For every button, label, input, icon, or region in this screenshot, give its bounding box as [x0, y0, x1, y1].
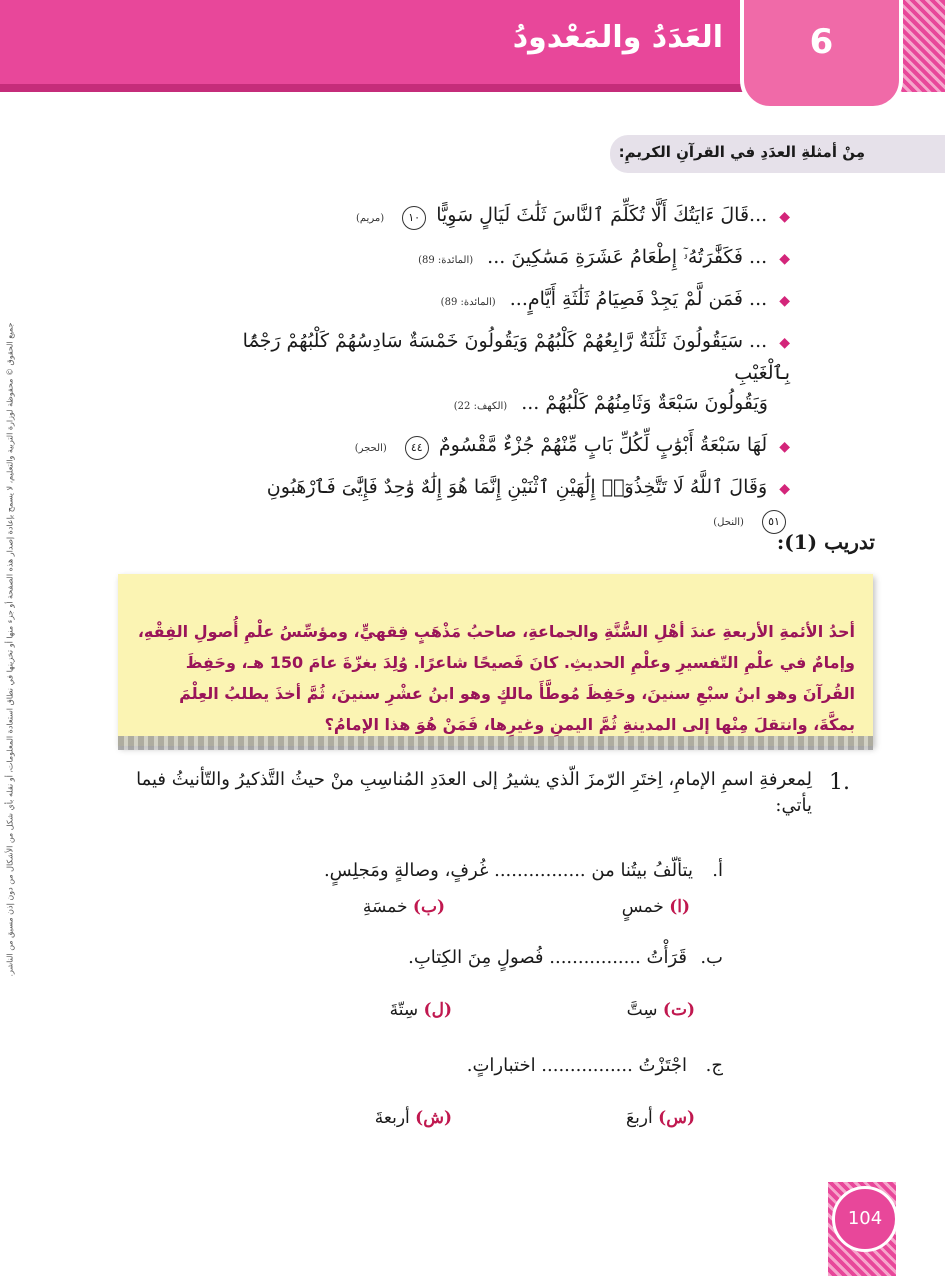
- unit-badge: [740, 0, 903, 110]
- option[interactable]: [390, 1000, 452, 1020]
- question-text: لِمعرفةِ اسمِ الإمامِ، اِختَرِ الرّمزَ الّذي يشيرُ إلى العدَدِ المُناسِبِ منْ حيثُ التَّذكيرُ والتّأنيثُ فيما يأتي:: [136, 769, 812, 816]
- option-text: سِتّةَ: [389, 1000, 419, 1020]
- diamond-bullet-icon: ◆: [779, 335, 790, 351]
- verse-text: ...قَالَ ءَايَتُكَ أَلَّا تُكَلِّمَ ٱلنَّاسَ ثَلَٰثَ لَيَالٍ سَوِيًّا: [436, 204, 768, 226]
- verse-text: لَهَا سَبْعَةُ أَبْوَٰبٍ لِّكُلِّ بَابٍ مِّنْهُمْ جُزْءٌ مَّقْسُومٌ: [438, 434, 768, 456]
- ayah-number: ٤٤: [405, 436, 429, 460]
- option-text: خمسٍ: [621, 897, 664, 917]
- diamond-bullet-icon: ◆: [779, 251, 790, 267]
- option-letter: (ل): [423, 1000, 452, 1020]
- copyright-side-text: جميع الحقوق © محفوظة لوزارة التربية والتعليم، لا يسمح بإعادة إصدار هذه الصفحة أو جزء منها أو تخزينها في نطاق استعادة المعلومات، أو نقله بأي شكل من الأشكال من دون إذن مسبق من الناشر.: [5, 322, 15, 977]
- option-text: سِتَّ: [626, 1000, 658, 1020]
- verse-reference: (الكهف: 22): [453, 401, 508, 412]
- option-letter: (س): [658, 1108, 695, 1128]
- verse: [230, 284, 790, 318]
- sub-question-label: ج.: [705, 1055, 723, 1076]
- verse-text-line2: وَيَقُولُونَ سَبْعَةٌ وَثَامِنُهُمْ كَلْبُهُمْ ...: [521, 392, 768, 414]
- section-title: مِنْ أمثلةِ العدَدِ في القرآنِ الكريمِ:: [618, 143, 865, 161]
- option[interactable]: [626, 1108, 695, 1128]
- option-letter: (ت): [662, 1000, 695, 1020]
- verse-reference: (النحل): [713, 517, 744, 528]
- page-title: العَدَدُ والمَعْدودُ: [512, 20, 723, 55]
- option-letter: (ا): [669, 897, 690, 917]
- diamond-bullet-icon: ◆: [779, 293, 790, 309]
- sub-question-text: يتألّفُ بيتُنا من ................ غُرفٍ، وصالةٍ ومَجلِسٍ.: [323, 860, 693, 881]
- sub-question-text: قَرَأْتُ ................ فُصولٍ مِنَ الكِتابِ.: [408, 947, 687, 968]
- ayah-number: ٥١: [762, 510, 786, 534]
- verse-reference: (المائدة: 89): [418, 255, 474, 266]
- corner-decoration: [898, 0, 945, 92]
- verse-reference: (مريم): [356, 213, 385, 224]
- verse-text: ... سَيَقُولُونَ ثَلَٰثَةٌ رَّابِعُهُمْ كَلْبُهُمْ وَيَقُولُونَ خَمْسَةٌ سَادِسُهُمْ كَلْبُهُمْ رَجْمًۢا بِٱلْغَيْبِ: [242, 330, 790, 384]
- sub-question-label: أ.: [712, 860, 723, 881]
- exercise-title: تدريب (1):: [776, 530, 875, 554]
- option-letter: (ب): [412, 897, 445, 917]
- option-text: أربعَ: [626, 1108, 653, 1128]
- sub-question-label: ب.: [700, 947, 723, 968]
- verse: [230, 326, 790, 422]
- option[interactable]: [627, 1000, 695, 1020]
- verse: [230, 200, 790, 234]
- option-text: خمسَةِ: [362, 897, 408, 917]
- verses-list: [230, 200, 790, 546]
- verse: [230, 430, 790, 464]
- diamond-bullet-icon: ◆: [779, 439, 790, 455]
- sub-question-text: اجْتَزْتُ ................ اختباراتٍ.: [466, 1055, 687, 1076]
- diamond-bullet-icon: ◆: [779, 481, 790, 497]
- verse-reference: (الحجر): [354, 443, 387, 454]
- option-letter: (ش): [415, 1108, 452, 1128]
- diamond-bullet-icon: ◆: [779, 209, 790, 225]
- question-number: 1.: [829, 770, 850, 795]
- sticky-note-text: أحدُ الأئمةِ الأربعةِ عندَ أهْلِ السُّنَّةِ والجماعةِ، صاحبُ مَذْهَبٍ فِقهيٍّ، ومؤسِّسُ علْمِ أُصولِ الفِقْهِ، وإمامٌ في علْمِ التّفسيرِ وعلْمِ الحديثِ. كانَ فَصيحًا شاعرًا. وُلِدَ بغزّةَ عامَ 150 هـ، وحَفِظَ القُرآنَ وهو ابنُ سبْعِ سنينَ، وحَفِظَ مُوطَّأَ مالكٍ وهو ابنُ عشْرِ سنينَ، ثُمَّ أخذَ يطلبُ العِلْمَ بمكَّةَ، وانتقلَ مِنْها إلى المدينةِ ثُمَّ اليمنِ وغيرِها، فَمَنْ هُوَ هذا الإمامُ؟: [137, 622, 855, 734]
- unit-number: 6: [809, 22, 834, 62]
- option[interactable]: [622, 897, 690, 917]
- option[interactable]: [363, 897, 445, 917]
- page-number: 104: [832, 1186, 898, 1252]
- verse-text: وَقَالَ ٱللَّهُ لَا تَتَّخِذُوٓا۟ إِلَٰهَيْنِ ٱثْنَيْنِ إِنَّمَا هُوَ إِلَٰهٌ وَٰحِدٌ فَإِيَّٰىَ فَٱرْهَبُونِ: [266, 476, 768, 498]
- verse-reference: (المائدة: 89): [440, 297, 496, 308]
- ayah-number: ١٠: [402, 206, 426, 230]
- option[interactable]: [375, 1108, 452, 1128]
- verse-text: ... فَمَن لَّمْ يَجِدْ فَصِيَامُ ثَلَٰثَةِ أَيَّامٍ...: [509, 288, 768, 310]
- option-text: أربعةَ: [374, 1108, 410, 1128]
- verse-text: ... فَكَفَّٰرَتُهُۥٓ إِطْعَامُ عَشَرَةِ مَسَٰكِينَ ...: [487, 246, 768, 268]
- verse: [230, 472, 790, 538]
- verse: [230, 242, 790, 276]
